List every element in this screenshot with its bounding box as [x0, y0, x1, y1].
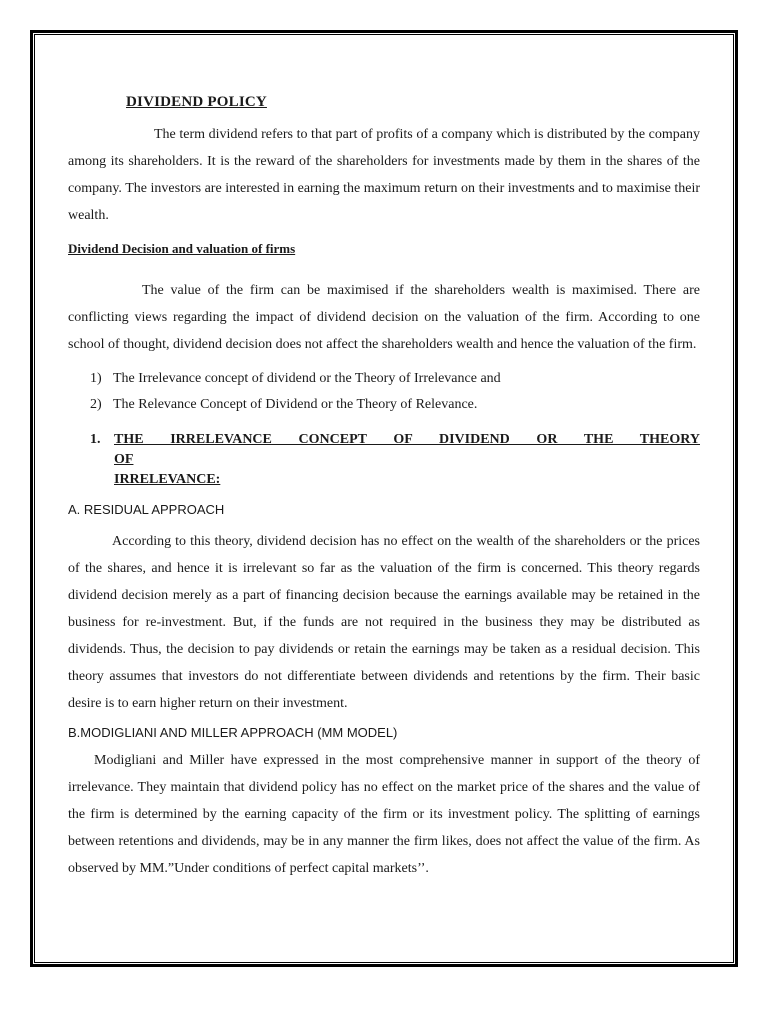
section-heading-line1: THE IRRELEVANCE CONCEPT OF DIVIDEND OR THE THEORY OF — [114, 432, 700, 467]
document-title: DIVIDEND POLICY — [126, 94, 267, 110]
section-heading-irrelevance — [68, 430, 700, 490]
approach-a-heading: A. RESIDUAL APPROACH — [68, 502, 225, 517]
document-body — [68, 88, 700, 882]
valuation-paragraph: The value of the firm can be maximised if the shareholders wealth is maximised. There are conflicting views regarding the impact of dividend decision on the valuation of the firm. According to one school of thought, dividend decision does not affect the shareholders wealth and hence the valuation of the firm. — [68, 283, 700, 352]
approach-b-heading: B.MODIGLIANI AND MILLER APPROACH (MM MODEL) — [68, 725, 398, 740]
approach-a-paragraph: According to this theory, dividend decision has no effect on the wealth of the shareholders or the prices of the shares, and hence it is irrelevant so far as the valuation of the firm is concerned. This theory regards dividend decision merely as a part of financing decision because the earnings available may be retained in the business for re-investment. But, if the funds are not required in the business they may be distributed as dividends. Thus, the decision to pay dividends or retain the earnings may be taken as a residual decision. This theory assumes that investors do not differentiate between dividends and retentions by the firm. Their basic desire is to earn higher return on their investment. — [68, 534, 700, 711]
intro-paragraph: The term dividend refers to that part of profits of a company which is distributed by the company among its shareholders. It is the reward of the shareholders for investments made by them in the shares of the company. The investors are interested in earning the maximum return on their investments and to maximise their wealth. — [68, 127, 700, 223]
section-heading-line2: IRRELEVANCE: — [114, 472, 221, 487]
subheading-dividend-decision: Dividend Decision and valuation of firms — [68, 241, 296, 256]
approach-b-paragraph: Modigliani and Miller have expressed in the most comprehensive manner in support of the theory of irrelevance. They maintain that dividend policy has no effect on the market price of the shares and the value of the firm is determined by the earning capacity of the firm or its investment policy. The splitting of earnings between retentions and dividends, may be in any manner the firm likes, does not affect the value of the firm. As observed by MM.”Under conditions of perfect capital markets’’. — [68, 753, 700, 876]
list-item-text: The Irrelevance concept of dividend or the Theory of Irrelevance and — [113, 371, 501, 386]
list-item-number: 1) — [90, 371, 102, 386]
list-item-text: The Relevance Concept of Dividend or the Theory of Relevance. — [113, 397, 478, 412]
list-item-number: 2) — [90, 397, 102, 412]
list-item — [68, 366, 700, 392]
theory-list — [68, 366, 700, 418]
list-item — [68, 392, 700, 418]
section-number: 1. — [90, 432, 101, 447]
